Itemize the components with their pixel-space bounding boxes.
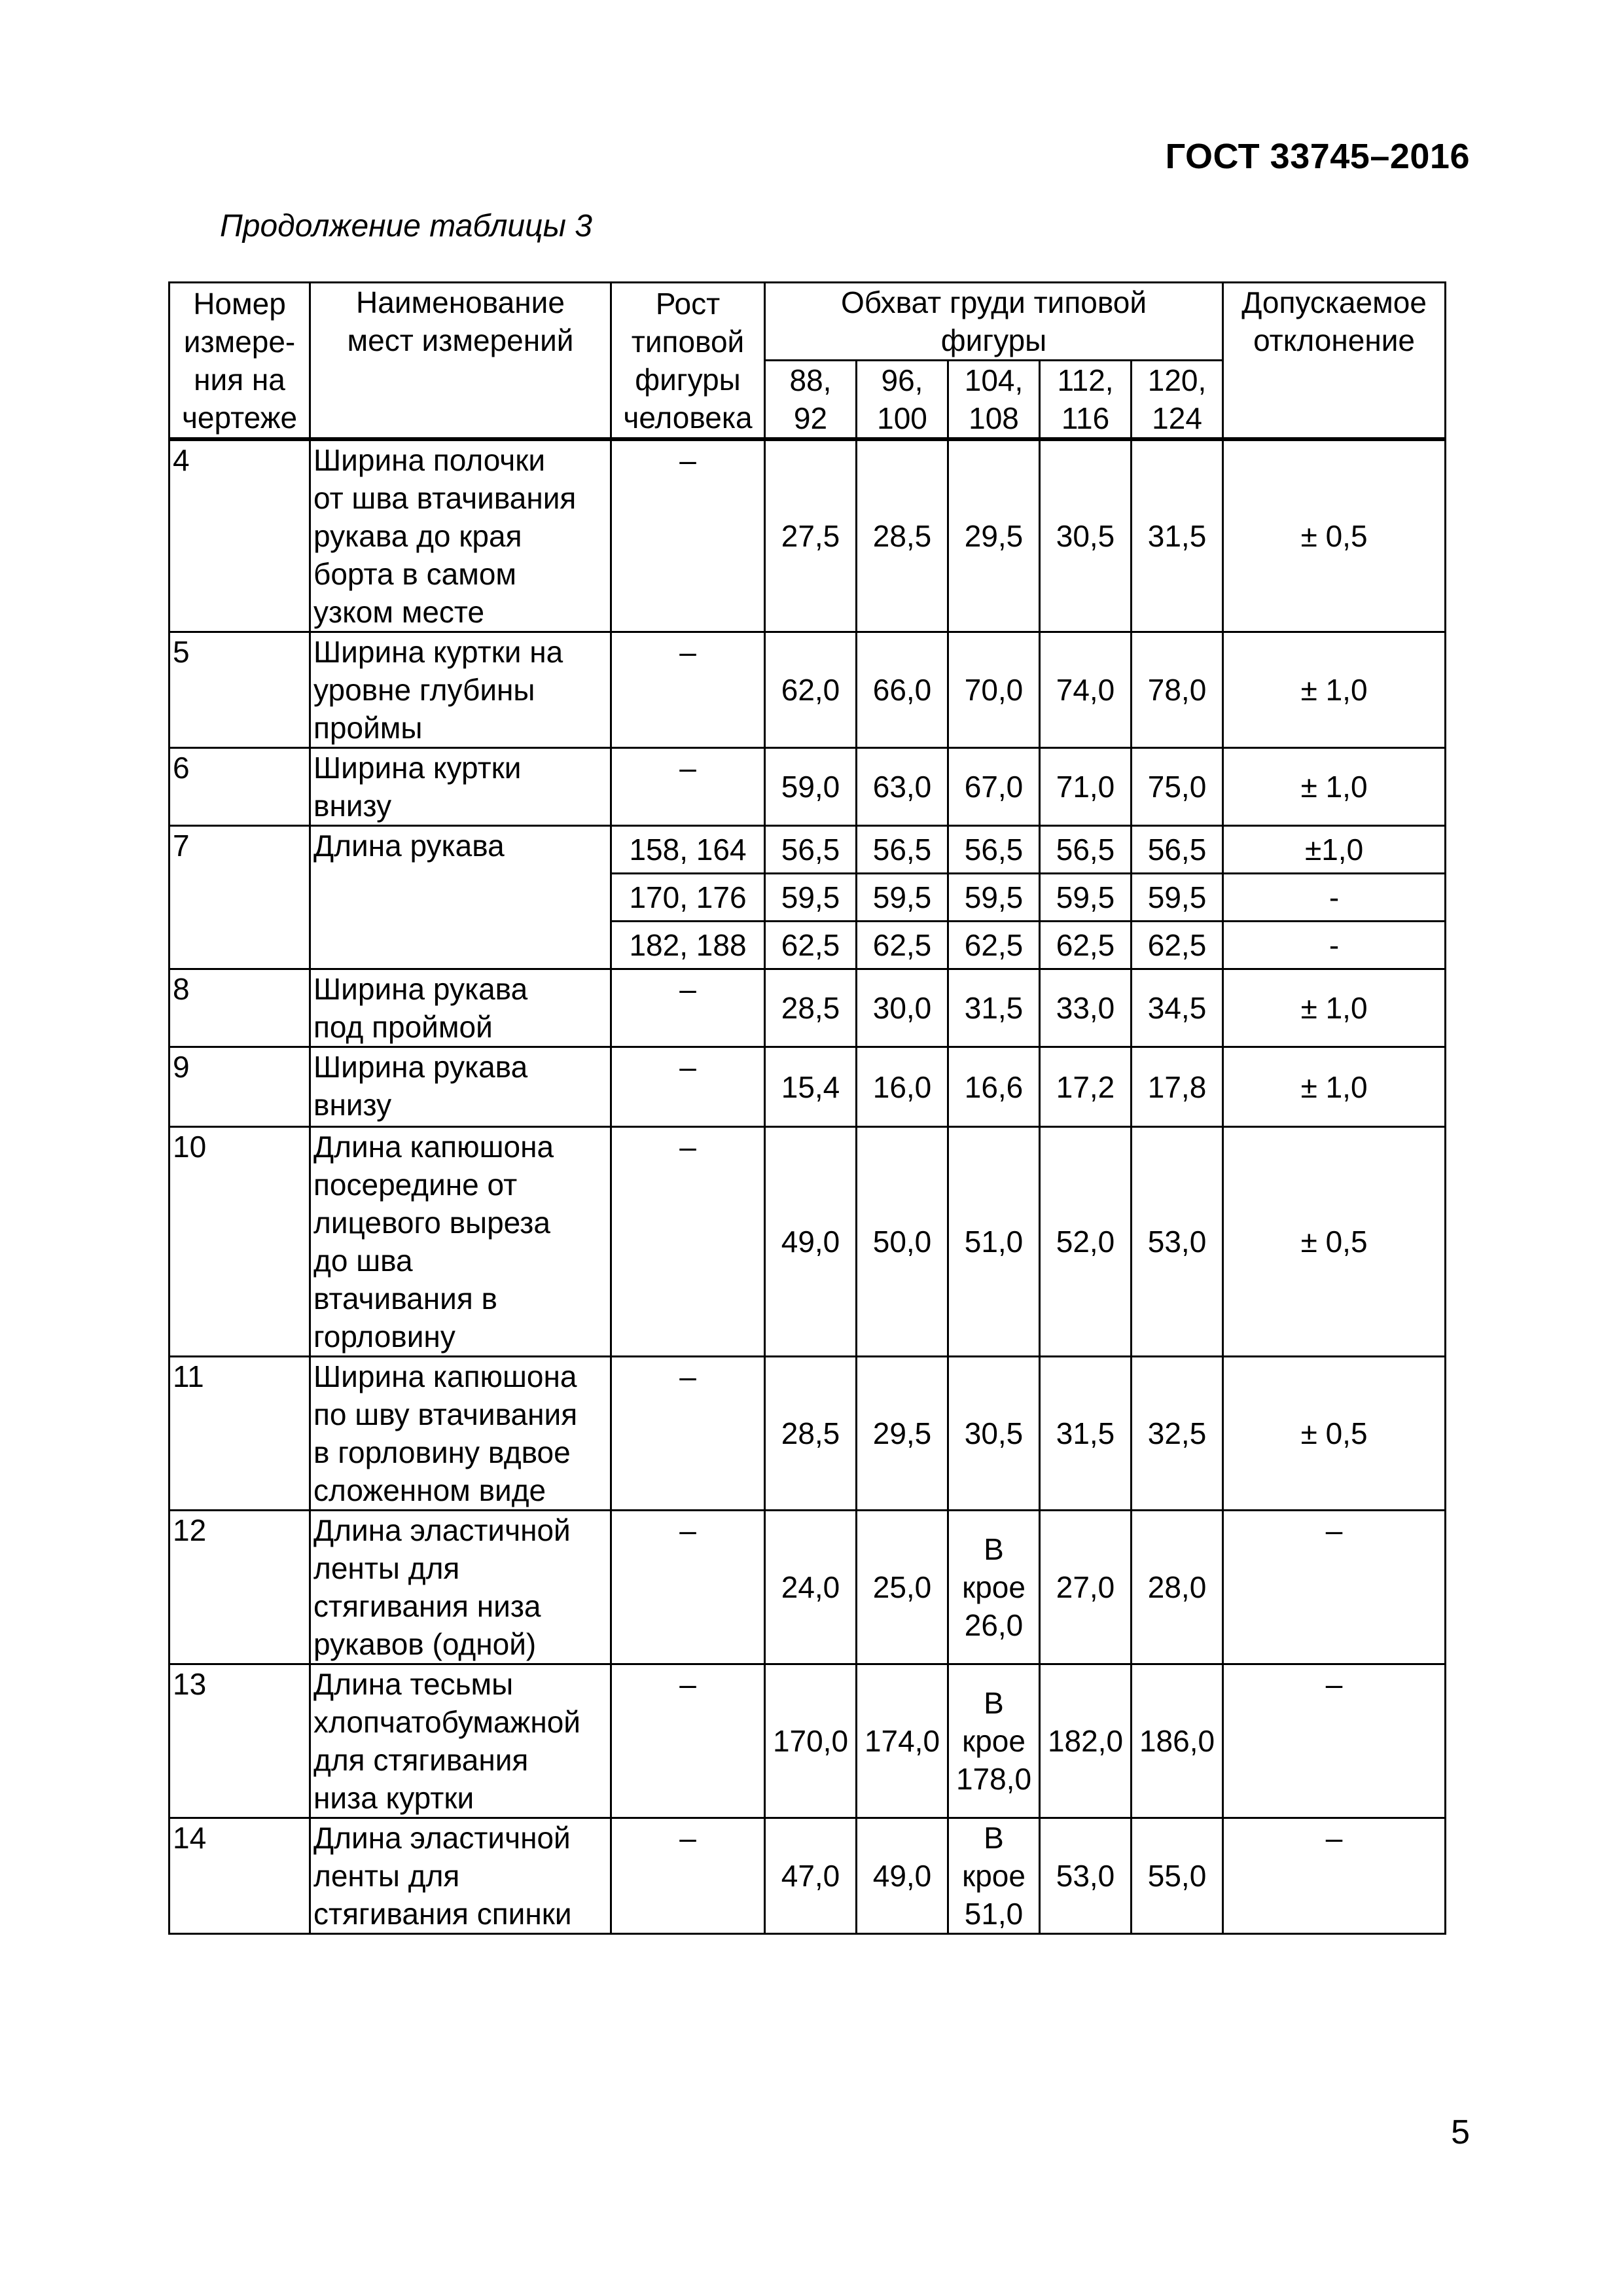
table-row bbox=[169, 632, 1446, 748]
row-number: 8 bbox=[169, 969, 310, 1047]
row-name: Длина эластичной ленты для стягивания спинки bbox=[310, 1818, 611, 1934]
row-height: – bbox=[611, 1511, 765, 1664]
row-tolerance: ±1,0 bbox=[1223, 826, 1446, 874]
page-number: 5 bbox=[1451, 2113, 1470, 2151]
row-value: 78,0 bbox=[1132, 632, 1223, 748]
row-name: Длина тесьмы хлопчатобумажной для стягивания низа куртки bbox=[310, 1664, 611, 1818]
row-tolerance: ± 0,5 bbox=[1223, 1357, 1446, 1511]
row-height: – bbox=[611, 1664, 765, 1818]
row-name: Длина эластичной ленты для стягивания низа рукавов (одной) bbox=[310, 1511, 611, 1664]
row-height: – bbox=[611, 1357, 765, 1511]
row-tolerance: – bbox=[1223, 1818, 1446, 1934]
row-value: 62,5 bbox=[1040, 922, 1132, 969]
row-value: 56,5 bbox=[948, 826, 1040, 874]
row-value: 186,0 bbox=[1132, 1664, 1223, 1818]
row-tolerance: ± 1,0 bbox=[1223, 632, 1446, 748]
row-value: 53,0 bbox=[1132, 1127, 1223, 1357]
row-height: – bbox=[611, 1047, 765, 1127]
row-name: Ширина полочки от шва втачивания рукава до края борта в самом узком месте bbox=[310, 439, 611, 632]
row-value: 31,5 bbox=[1132, 439, 1223, 632]
row-value: 15,4 bbox=[765, 1047, 857, 1127]
row-number: 5 bbox=[169, 632, 310, 748]
row-tolerance: ± 0,5 bbox=[1223, 439, 1446, 632]
row-value: 28,0 bbox=[1132, 1511, 1223, 1664]
row-tolerance: ± 1,0 bbox=[1223, 969, 1446, 1047]
row-number: 9 bbox=[169, 1047, 310, 1127]
header-chest-88-92: 88, 92 bbox=[765, 361, 857, 440]
table-row bbox=[169, 1818, 1446, 1934]
row-number: 10 bbox=[169, 1127, 310, 1357]
header-chest-112-116: 112, 116 bbox=[1040, 361, 1132, 440]
row-number: 12 bbox=[169, 1511, 310, 1664]
row-value: 62,5 bbox=[948, 922, 1040, 969]
row-value: 28,5 bbox=[857, 439, 948, 632]
row-value: 55,0 bbox=[1132, 1818, 1223, 1934]
row-name: Ширина капюшона по шву втачивания в горловину вдвое сложенном виде bbox=[310, 1357, 611, 1511]
row-value: 16,6 bbox=[948, 1047, 1040, 1127]
row-value: 30,0 bbox=[857, 969, 948, 1047]
row-value: 33,0 bbox=[1040, 969, 1132, 1047]
row-value: 59,5 bbox=[1132, 874, 1223, 922]
table-row bbox=[169, 969, 1446, 1047]
row-value: 27,5 bbox=[765, 439, 857, 632]
row-value: 62,5 bbox=[765, 922, 857, 969]
row-value: 59,0 bbox=[765, 748, 857, 826]
row-number: 6 bbox=[169, 748, 310, 826]
row-height: – bbox=[611, 748, 765, 826]
row-height: – bbox=[611, 439, 765, 632]
row-tolerance: - bbox=[1223, 922, 1446, 969]
row-value: 25,0 bbox=[857, 1511, 948, 1664]
row-tolerance: – bbox=[1223, 1511, 1446, 1664]
row-value: 50,0 bbox=[857, 1127, 948, 1357]
row-name: Ширина куртки на уровне глубины проймы bbox=[310, 632, 611, 748]
table-row bbox=[169, 1357, 1446, 1511]
header-measurement-number: Номер измере- ния на чертеже bbox=[169, 283, 310, 440]
row-name: Ширина рукава под проймой bbox=[310, 969, 611, 1047]
row-tolerance: – bbox=[1223, 1664, 1446, 1818]
row-value: 28,5 bbox=[765, 969, 857, 1047]
row-value: 56,5 bbox=[1132, 826, 1223, 874]
row-value: 30,5 bbox=[1040, 439, 1132, 632]
header-chest-girth: Обхват груди типовой фигуры bbox=[765, 283, 1223, 361]
row-value: 53,0 bbox=[1040, 1818, 1132, 1934]
row-value: 56,5 bbox=[765, 826, 857, 874]
row-name: Ширина рукава внизу bbox=[310, 1047, 611, 1127]
row-number: 7 bbox=[169, 826, 310, 969]
row-value: 66,0 bbox=[857, 632, 948, 748]
row-number: 4 bbox=[169, 439, 310, 632]
row-value: 67,0 bbox=[948, 748, 1040, 826]
header-chest-96-100: 96, 100 bbox=[857, 361, 948, 440]
row-value: 34,5 bbox=[1132, 969, 1223, 1047]
row-value: 71,0 bbox=[1040, 748, 1132, 826]
row-height: – bbox=[611, 632, 765, 748]
row-value: 62,5 bbox=[857, 922, 948, 969]
row-value: 31,5 bbox=[1040, 1357, 1132, 1511]
header-tolerance: Допускаемое отклонение bbox=[1223, 283, 1446, 440]
row-value: 52,0 bbox=[1040, 1127, 1132, 1357]
row-value: 16,0 bbox=[857, 1047, 948, 1127]
row-value: В крое 26,0 bbox=[948, 1511, 1040, 1664]
row-height: 158, 164 bbox=[611, 826, 765, 874]
table-row bbox=[169, 1511, 1446, 1664]
row-value: 56,5 bbox=[1040, 826, 1132, 874]
row-name: Ширина куртки внизу bbox=[310, 748, 611, 826]
row-height: – bbox=[611, 1818, 765, 1934]
row-tolerance: ± 1,0 bbox=[1223, 748, 1446, 826]
row-value: 59,5 bbox=[857, 874, 948, 922]
row-value: 182,0 bbox=[1040, 1664, 1132, 1818]
row-value: 59,5 bbox=[1040, 874, 1132, 922]
row-height: 182, 188 bbox=[611, 922, 765, 969]
row-value: 49,0 bbox=[857, 1818, 948, 1934]
row-tolerance: - bbox=[1223, 874, 1446, 922]
header-chest-120-124: 120, 124 bbox=[1132, 361, 1223, 440]
row-value: 62,5 bbox=[1132, 922, 1223, 969]
row-number: 14 bbox=[169, 1818, 310, 1934]
row-value: 59,5 bbox=[948, 874, 1040, 922]
row-value: 30,5 bbox=[948, 1357, 1040, 1511]
row-height: 170, 176 bbox=[611, 874, 765, 922]
row-name: Длина рукава bbox=[310, 826, 611, 969]
measurements-table bbox=[168, 281, 1446, 1935]
row-number: 13 bbox=[169, 1664, 310, 1818]
row-value: 63,0 bbox=[857, 748, 948, 826]
row-value: 29,5 bbox=[948, 439, 1040, 632]
row-name: Длина капюшона посередине от лицевого выреза до шва втачивания в горловину bbox=[310, 1127, 611, 1357]
table-row bbox=[169, 1664, 1446, 1818]
row-value: 62,0 bbox=[765, 632, 857, 748]
row-value: 75,0 bbox=[1132, 748, 1223, 826]
table-row bbox=[169, 1127, 1446, 1357]
row-value: 49,0 bbox=[765, 1127, 857, 1357]
table-caption: Продолжение таблицы 3 bbox=[220, 209, 592, 243]
table-row bbox=[169, 1047, 1446, 1127]
row-tolerance: ± 1,0 bbox=[1223, 1047, 1446, 1127]
table-row bbox=[169, 826, 1446, 874]
row-value: 29,5 bbox=[857, 1357, 948, 1511]
row-tolerance: ± 0,5 bbox=[1223, 1127, 1446, 1357]
row-number: 11 bbox=[169, 1357, 310, 1511]
row-value: 24,0 bbox=[765, 1511, 857, 1664]
row-value: 27,0 bbox=[1040, 1511, 1132, 1664]
row-value: В крое 51,0 bbox=[948, 1818, 1040, 1934]
table-row bbox=[169, 748, 1446, 826]
row-height: – bbox=[611, 969, 765, 1047]
row-value: 51,0 bbox=[948, 1127, 1040, 1357]
row-value: 17,2 bbox=[1040, 1047, 1132, 1127]
row-value: 174,0 bbox=[857, 1664, 948, 1818]
row-value: 56,5 bbox=[857, 826, 948, 874]
row-value: 28,5 bbox=[765, 1357, 857, 1511]
row-value: 170,0 bbox=[765, 1664, 857, 1818]
header-measurement-place: Наименование мест измерений bbox=[310, 283, 611, 440]
row-value: 74,0 bbox=[1040, 632, 1132, 748]
row-value: 59,5 bbox=[765, 874, 857, 922]
row-value: 70,0 bbox=[948, 632, 1040, 748]
row-value: 31,5 bbox=[948, 969, 1040, 1047]
document-code: ГОСТ 33745–2016 bbox=[1165, 137, 1470, 176]
row-value: 17,8 bbox=[1132, 1047, 1223, 1127]
header-chest-104-108: 104, 108 bbox=[948, 361, 1040, 440]
row-value: В крое 178,0 bbox=[948, 1664, 1040, 1818]
row-value: 32,5 bbox=[1132, 1357, 1223, 1511]
row-value: 47,0 bbox=[765, 1818, 857, 1934]
table-row bbox=[169, 439, 1446, 632]
header-figure-height: Рост типовой фигуры человека bbox=[611, 283, 765, 440]
row-height: – bbox=[611, 1127, 765, 1357]
